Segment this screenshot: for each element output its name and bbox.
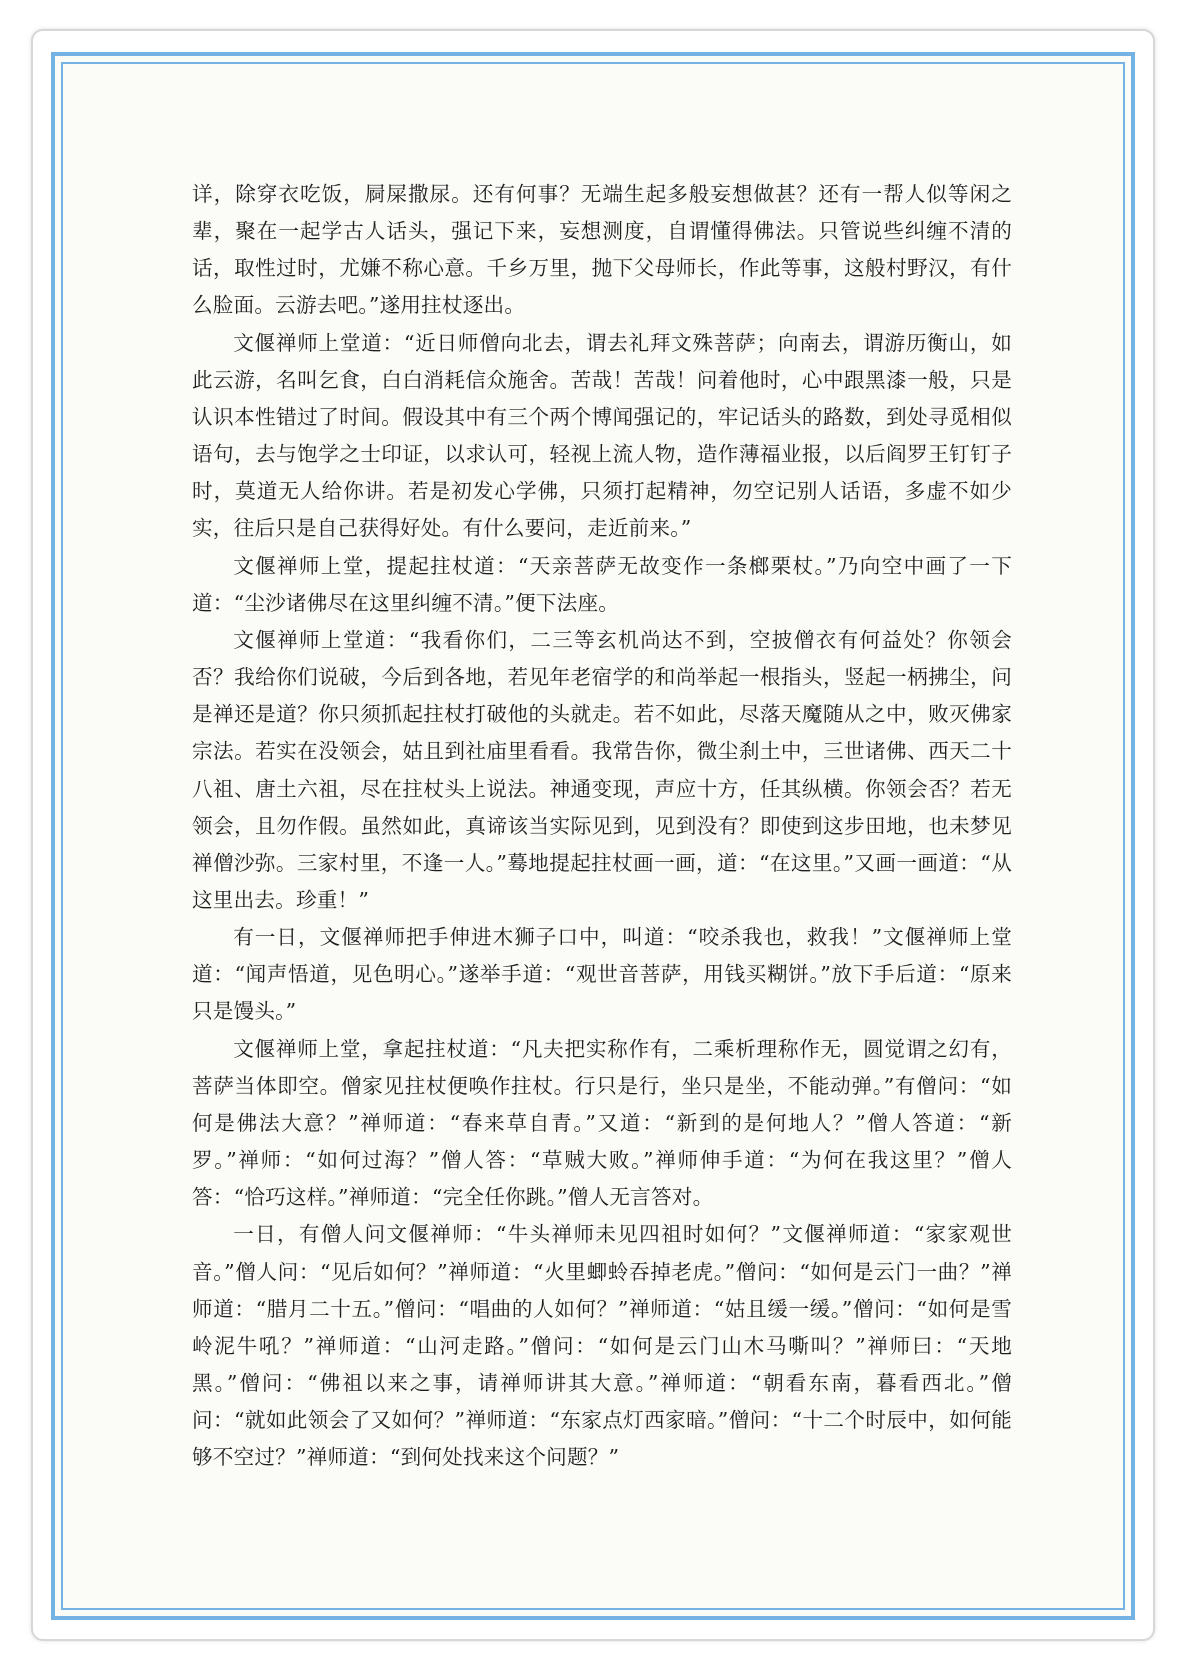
document-body bbox=[192, 176, 1012, 1476]
paragraph-3: 文偃禅师上堂，提起拄杖道：“天亲菩萨无故变作一条榔栗杖。”乃向空中画了一下道：“尘沙诸佛尽在这里纠缠不清。”便下法座。 bbox=[192, 553, 1012, 615]
paragraph-5: 有一日，文偃禅师把手伸进木狮子口中，叫道：“咬杀我也，救我！”文偃禅师上堂道：“闻声悟道，见色明心。”遂举手道：“观世音菩萨，用钱买糊饼。”放下手后道：“原来只是馒头。” bbox=[192, 925, 1012, 1024]
paragraph-6: 文偃禅师上堂，拿起拄杖道：“凡夫把实称作有，二乘析理称作无，圆觉谓之幻有，菩萨当体即空。僧家见拄杖便唤作拄杖。行只是行，坐只是坐，不能动弹。”有僧问：“如何是佛法大意？”禅师道：“春来草自青。”又道：“新到的是何地人？”僧人答道：“新罗。”禅师：“如何过海？”僧人答：“草贼大败。”禅师伸手道：“为何在我这里？”僧人答：“恰巧这样。”禅师道：“完全任你跳。”僧人无言答对。 bbox=[192, 1036, 1012, 1210]
paragraph-7: 一日，有僧人问文偃禅师：“牛头禅师未见四祖时如何？”文偃禅师道：“家家观世音。”僧人问：“见后如何？”禅师道：“火里蝍蛉吞掉老虎。”僧问：“如何是云门一曲？”禅师道：“腊月二十五。”僧问：“唱曲的人如何？”禅师道：“姑且缓一缓。”僧问：“如何是雪岭泥牛吼？”禅师道：“山河走路。”僧问：“如何是云门山木马嘶叫？”禅师曰：“天地黑。”僧问：“佛祖以来之事，请禅师讲其大意。”禅师道：“朝看东南，暮看西北。”僧问：“就如此领会了又如何？”禅师道：“东家点灯西家暗。”僧问：“十二个时辰中，如何能够不空过？”禅师道：“到何处找来这个问题？” bbox=[192, 1222, 1012, 1470]
paragraph-4: 文偃禅师上堂道：“我看你们，二三等玄机尚达不到，空披僧衣有何益处？你领会否？我给你们说破，今后到各地，若见年老宿学的和尚举起一根指头，竖起一柄拂尘，问是禅还是道？你只须抓起拄杖打破他的头就走。若不如此，尽落天魔随从之中，败灭佛家宗法。若实在没领会，姑且到社庙里看看。我常告你，微尘刹土中，三世诸佛、西天二十八祖、唐土六祖，尽在拄杖头上说法。神通变现，声应十方，任其纵横。你领会否？若无领会，且勿作假。虽然如此，真谛该当实际见到，见到没有？即使到这步田地，也未梦见禅僧沙弥。三家村里，不逢一人。”蓦地提起拄杖画一画，道：“在这里。”又画一画道：“从这里出去。珍重！” bbox=[192, 627, 1012, 912]
paragraph-2: 文偃禅师上堂道：“近日师僧向北去，谓去礼拜文殊菩萨；向南去，谓游历衡山，如此云游，名叫乞食，白白消耗信众施舍。苦哉！苦哉！问着他时，心中跟黑漆一般，只是认识本性错过了时间。假设其中有三个两个博闻强记的，牢记话头的路数，到处寻觅相似语句，去与饱学之士印证，以求认可，轻视上流人物，造作薄福业报，以后阎罗王钉钉子时，莫道无人给你讲。若是初发心学佛，只须打起精神，勿空记别人话语，多虚不如少实，往后只是自己获得好处。有什么要问，走近前来。” bbox=[192, 330, 1012, 541]
paragraph-1: 详，除穿衣吃饭，屙屎撒尿。还有何事？无端生起多般妄想做甚？还有一帮人似等闲之辈，聚在一起学古人话头，强记下来，妄想测度，自谓懂得佛法。只管说些纠缠不清的话，取性过时，尤嫌不称心意。千乡万里，抛下父母师长，作此等事，这般村野汉，有什么脸面。云游去吧。”遂用拄杖逐出。 bbox=[192, 182, 1012, 318]
